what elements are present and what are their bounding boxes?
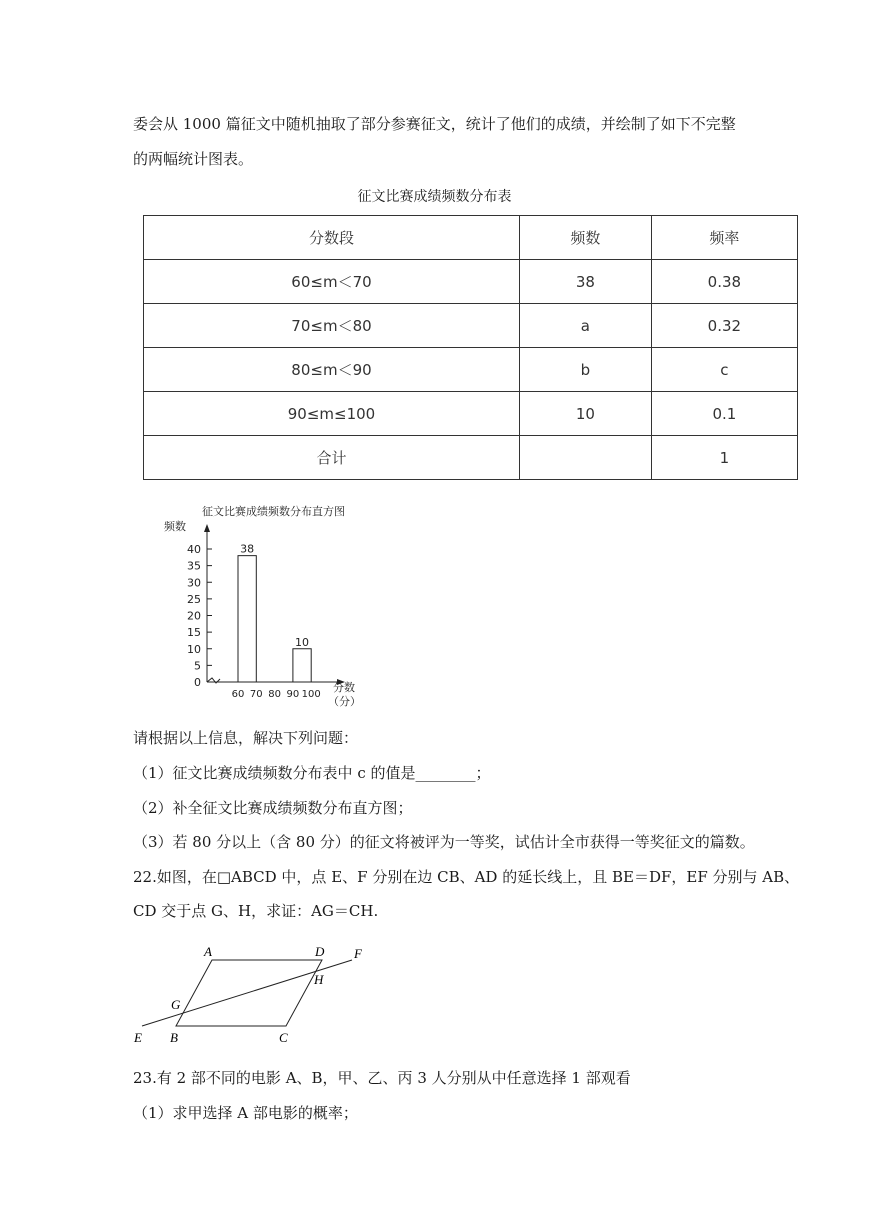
table-cell: 0.32 xyxy=(651,304,797,348)
table-cell: 合计 xyxy=(144,436,520,480)
y-tick-label: 25 xyxy=(187,592,201,606)
table-cell: 10 xyxy=(519,392,651,436)
x-axis-unit: （分） xyxy=(328,695,361,708)
bar-value-label: 38 xyxy=(240,542,255,556)
y-tick-label: 0 xyxy=(194,676,201,689)
header-cell: 频数 xyxy=(519,216,651,260)
intro-line-2: 的两幅统计图表。 xyxy=(133,150,254,168)
table-cell: 80≤m＜90 xyxy=(144,348,520,392)
header-cell: 频率 xyxy=(651,216,797,260)
histogram-bar xyxy=(293,649,311,682)
x-tick-label: 100 xyxy=(301,689,321,700)
label-a: A xyxy=(204,944,212,959)
table-cell: 38 xyxy=(519,260,651,304)
table-row xyxy=(144,348,798,392)
histogram-chart xyxy=(150,498,390,713)
table-cell: 0.38 xyxy=(651,260,797,304)
table-cell: 90≤m≤100 xyxy=(144,392,520,436)
y-tick-label: 15 xyxy=(187,626,201,640)
problem-23-line-2: （1）求甲选择 A 部电影的概率； xyxy=(133,1104,358,1122)
table-header-row xyxy=(144,216,798,260)
x-tick-label: 90 xyxy=(286,689,300,700)
question-3: （3）若 80 分以上（含 80 分）的征文将被评为一等奖，试估计全市获得一等奖征文的篇数。 xyxy=(133,833,755,851)
intro-line-1: 委会从 1000 篇征文中随机抽取了部分参赛征文，统计了他们的成绩，并绘制了如下不完整 xyxy=(133,115,736,133)
x-tick-label: 60 xyxy=(231,689,245,700)
y-ticks xyxy=(187,543,212,689)
table-cell xyxy=(519,436,651,480)
parallelogram-abcd xyxy=(176,960,322,1026)
y-tick-label: 30 xyxy=(187,576,201,590)
table-cell: 70≤m＜80 xyxy=(144,304,520,348)
table-cell: c xyxy=(651,348,797,392)
table-cell: 0.1 xyxy=(651,392,797,436)
parallelogram-figure xyxy=(128,938,378,1053)
y-tick-label: 35 xyxy=(187,559,201,573)
frequency-table xyxy=(143,215,798,480)
y-axis-label: 频数 xyxy=(164,520,186,533)
segment-ef xyxy=(142,960,352,1026)
table-row xyxy=(144,260,798,304)
x-ticks xyxy=(232,689,321,700)
chart-title: 征文比赛成绩频数分布直方图 xyxy=(202,505,345,518)
label-c: C xyxy=(279,1030,288,1045)
bar-value-label: 10 xyxy=(295,635,310,649)
y-tick-label: 40 xyxy=(187,543,201,556)
table-row xyxy=(144,436,798,480)
x-axis-label: 分数 xyxy=(333,681,355,694)
y-tick-label: 20 xyxy=(187,609,201,623)
problem-22-line-1: 22.如图，在□ABCD 中，点 E、F 分别在边 CB、AD 的延长线上，且 BE＝DF，EF 分别与 AB、 xyxy=(133,868,800,886)
x-tick-label: 80 xyxy=(268,689,281,700)
table-cell: a xyxy=(519,304,651,348)
table-row xyxy=(144,304,798,348)
label-f: F xyxy=(354,946,362,961)
label-h: H xyxy=(314,972,324,987)
problem-22-line-2: CD 交于点 G、H，求证：AG＝CH. xyxy=(133,902,379,920)
y-tick-label: 10 xyxy=(187,642,201,656)
header-cell: 分数段 xyxy=(144,216,520,260)
y-axis-arrow xyxy=(204,524,210,532)
label-e: E xyxy=(134,1030,142,1045)
question-2: （2）补全征文比赛成绩频数分布直方图； xyxy=(133,799,413,817)
table-title: 征文比赛成绩频数分布表 xyxy=(357,189,512,205)
table-cell: 60≤m＜70 xyxy=(144,260,520,304)
table-cell: b xyxy=(519,348,651,392)
label-g: G xyxy=(171,997,181,1012)
label-d: D xyxy=(315,944,325,959)
questions-prompt: 请根据以上信息，解决下列问题： xyxy=(133,729,359,747)
y-tick-label: 5 xyxy=(194,659,201,673)
x-tick-label: 70 xyxy=(249,689,263,700)
table-row xyxy=(144,392,798,436)
table-cell: 1 xyxy=(651,436,797,480)
label-b: B xyxy=(170,1030,178,1045)
histogram-bar xyxy=(238,556,256,682)
problem-23-line-1: 23.有 2 部不同的电影 A、B，甲、乙、丙 3 人分别从中任意选择 1 部观看 xyxy=(133,1069,631,1087)
question-1: （1）征文比赛成绩频数分布表中 c 的值是________； xyxy=(133,764,491,782)
bars xyxy=(238,543,311,682)
